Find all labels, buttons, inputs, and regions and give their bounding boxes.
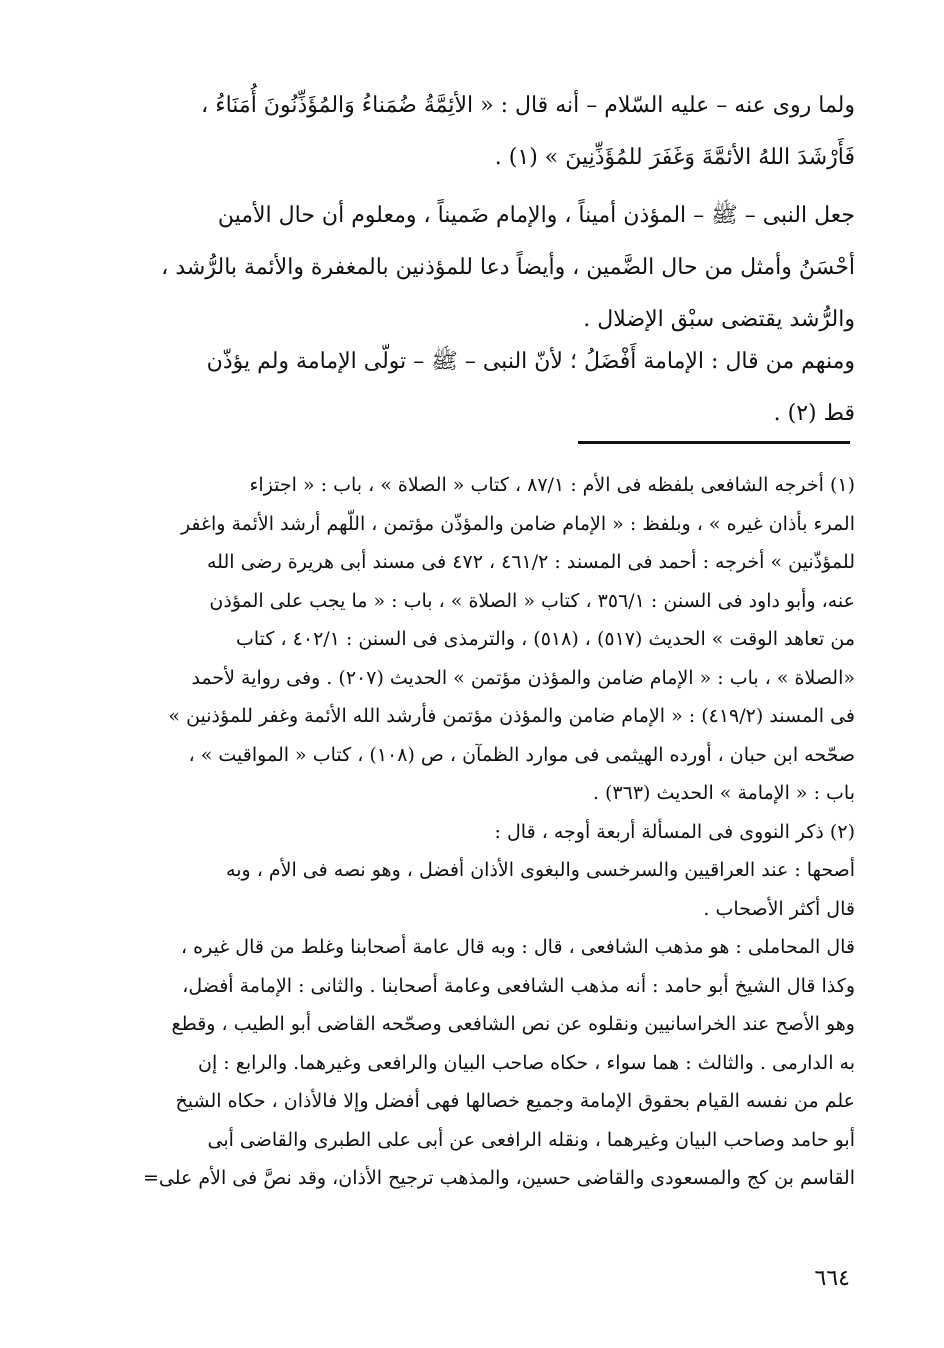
footnote-line: به الدارمى . والثالث : هما سواء ، حكاه صاحب البيان والرافعى وغيرهما. والرابع : إن	[198, 1051, 855, 1074]
footnote-line: (٢) ذكر النووى فى المسألة أربعة أوجه ، قال :	[494, 820, 855, 843]
text-line: قط (٢) .	[773, 401, 855, 426]
text-line: ومنهم من قال : الإمامة أَفْضَلُ ؛ لأنّ النبى – ﷺ – تولّى الإمامة ولم يؤذّن	[206, 349, 855, 374]
footnote-line: المرء بأذان غيره » ، وبلفظ : « الإمام ضامن والمؤذّن مؤتمن ، اللّهم أرشد الأئمة واغفر	[180, 512, 855, 535]
footnote-line: من تعاهد الوقت » الحديث (٥١٧) ، (٥١٨) ، والترمذى فى السنن : ٤٠٢/١ ، كتاب	[236, 628, 855, 650]
footnote-line: (١) أخرجه الشافعى بلفظه فى الأم : ٨٧/١ ، كتاب « الصلاة » ، باب : « اجتزاء	[249, 474, 855, 496]
footnotes	[95, 466, 855, 1198]
page-number: ٦٦٤	[814, 1266, 850, 1291]
footnote-line: صحّحه ابن حبان ، أورده الهيثمى فى موارد الظمآن ، ص (١٠٨) ، كتاب « المواقيت » ،	[188, 743, 855, 766]
footnote-line: للمؤذّنين » أخرجه : أحمد فى المسند : ٤٦١/٢ ، ٤٧٢ فى مسند أبى هريرة رضى الله	[206, 551, 855, 573]
footnote-divider	[578, 441, 850, 444]
main-paragraph-3	[95, 336, 855, 440]
footnote-line: عنه، وأبو داود فى السنن : ٣٥٦/١ ، كتاب « الصلاة » ، باب : « ما يجب على المؤذن	[209, 589, 855, 612]
main-paragraph-2	[95, 190, 855, 346]
text-line: أحْسَنُ وأمثل من حال الضَّمين ، وأيضاً دعا للمؤذنين بالمغفرة والأئمة بالرُّشد ،	[161, 255, 855, 280]
footnote-line: علم من نفسه القيام بحقوق الإمامة وجميع خصالها فهى أفضل وإلا فالأذان ، حكاه الشيخ	[175, 1090, 855, 1112]
footnote-line: أصحها : عند العراقيين والسرخسى والبغوى الأذان أفضل ، وهو نصه فى الأم ، وبه	[226, 859, 855, 881]
footnote-line: «الصلاة » ، باب : « الإمام ضامن والمؤذن مؤتمن » الحديث (٢٠٧) . وفى رواية لأحمد	[191, 666, 855, 689]
text-line: جعل النبى – ﷺ – المؤذن أميناً ، والإمام ضَميناً ، ومعلوم أن حال الأمين	[217, 203, 855, 228]
footnote-line: وكذا قال الشيخ أبو حامد : أنه مذهب الشافعى وعامة أصحابنا . والثانى : الإمامة أفضل،	[182, 974, 855, 997]
text-line: والرُّشد يقتضى سبْق الإضلال .	[583, 307, 855, 332]
footnote-line: القاسم بن كج والمسعودى والقاضى حسين، والمذهب ترجيح الأذان، وقد نصَّ فى الأم على=	[142, 1167, 855, 1189]
footnote-line: قال أكثر الأصحاب .	[703, 897, 855, 920]
footnote-line: أبو حامد وصاحب البيان وغيرهما ، ونقله الرافعى عن أبى على الطبرى والقاضى أبى	[207, 1128, 855, 1151]
footnote-line: فى المسند (٤١٩/٢) : « الإمام ضامن والمؤذن مؤتمن فأرشد الله الأئمة وغفر للمؤذنين »	[168, 705, 855, 727]
text-line: ولما روى عنه – عليه السّلام – أنه قال : « الأئِمَّةُ ضُمَناءُ وَالمُؤَذِّنُونَ أُمَنَاءُ ،	[201, 93, 855, 118]
text-line: فَأَرْشَدَ اللهُ الأئمَّةَ وَغَفَرَ للمُؤَذِّنِينَ » (١) .	[494, 145, 855, 170]
footnote-line: وهو الأصح عند الخراسانيين ونقلوه عن نص الشافعى وصحّحه القاضى أبو الطيب ، وقطع	[171, 1013, 855, 1035]
main-paragraph-1	[95, 80, 855, 184]
footnote-line: قال المحاملى : هو مذهب الشافعى ، قال : وبه قال عامة أصحابنا وغلط من قال غيره ،	[180, 936, 855, 958]
footnote-line: باب : « الإمامة » الحديث (٣٦٣) .	[592, 782, 855, 804]
